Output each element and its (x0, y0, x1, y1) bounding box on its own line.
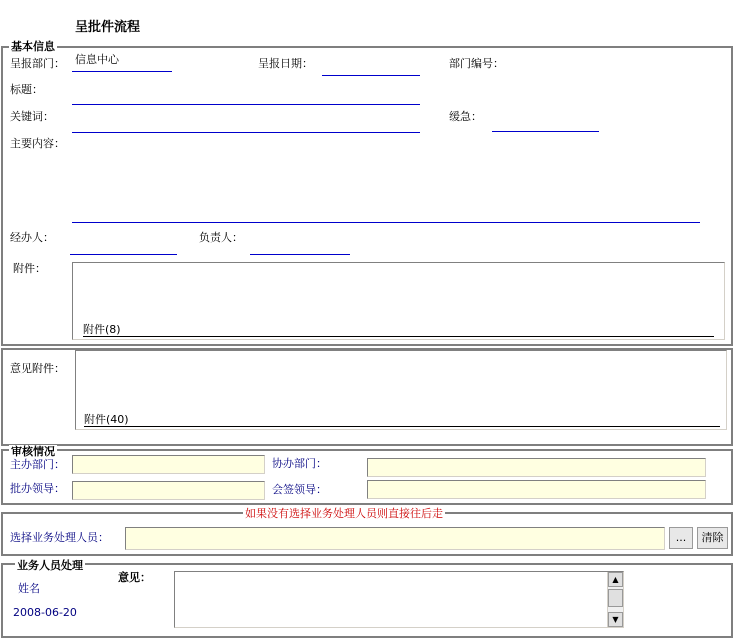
assist-dept-input[interactable] (367, 458, 706, 477)
approver-label: 批办领导： (10, 482, 65, 495)
review-legend: 审核情况 (11, 445, 55, 458)
basic-info-legend: 基本信息 (11, 40, 55, 53)
opinion-textarea[interactable] (174, 571, 624, 628)
dept-no-label: 部门编号： (449, 57, 504, 70)
opinion-attach-label: 意见附件： (10, 362, 65, 375)
select-handler-label: 选择业务处理人员： (10, 531, 109, 544)
handler-field[interactable] (70, 254, 177, 255)
triangle-down-icon[interactable]: ▼ (608, 612, 623, 627)
opinion-attach-bar[interactable] (84, 413, 720, 427)
keywords-field[interactable] (72, 132, 420, 133)
browse-button[interactable]: ... (669, 527, 693, 549)
process-date: 2008-06-20 (13, 606, 77, 619)
subject-label: 标题： (10, 83, 43, 96)
keywords-label: 关键词： (10, 110, 54, 123)
page-title: 呈批件流程 (75, 20, 141, 35)
attach-label: 附件： (13, 262, 46, 275)
date-label: 呈报日期： (258, 57, 313, 70)
host-dept-input[interactable] (72, 455, 265, 474)
dept-field[interactable] (72, 71, 172, 72)
content-field[interactable] (72, 222, 700, 223)
select-handler-input[interactable] (125, 527, 665, 550)
approver-input[interactable] (72, 481, 265, 500)
select-notice: 如果没有选择业务处理人员则直接往后走 (245, 507, 443, 520)
attachment-bar-label: 附件(8) (83, 323, 121, 336)
process-legend: 业务人员处理 (17, 559, 83, 572)
opinion-label: 意见： (118, 571, 151, 584)
clear-button[interactable]: 清除 (697, 527, 728, 549)
owner-field[interactable] (250, 254, 350, 255)
content-label: 主要内容： (10, 137, 65, 150)
opinion-attach-panel[interactable] (75, 350, 727, 430)
owner-label: 负责人： (199, 231, 243, 244)
scroll-thumb[interactable] (608, 589, 623, 607)
cosign-input[interactable] (367, 480, 706, 499)
cosign-label: 会签领导： (272, 483, 327, 496)
subject-field[interactable] (72, 104, 420, 105)
assist-dept-label: 协办部门： (272, 457, 327, 470)
host-dept-label: 主办部门： (10, 458, 65, 471)
date-field[interactable] (322, 75, 420, 76)
attachment-bar[interactable] (83, 323, 714, 337)
urgency-field[interactable] (492, 131, 599, 132)
process-name-label: 姓名 (18, 582, 40, 595)
opinion-attach-bar-label: 附件(40) (84, 413, 129, 426)
urgency-label: 缓急： (449, 110, 482, 123)
dept-label: 呈报部门： (10, 57, 65, 70)
triangle-up-icon[interactable]: ▲ (608, 572, 623, 587)
attachment-panel[interactable] (72, 262, 725, 340)
handler-label: 经办人： (10, 231, 54, 244)
opinion-scrollbar[interactable] (607, 572, 623, 627)
dept-value: 信息中心 (75, 53, 119, 66)
